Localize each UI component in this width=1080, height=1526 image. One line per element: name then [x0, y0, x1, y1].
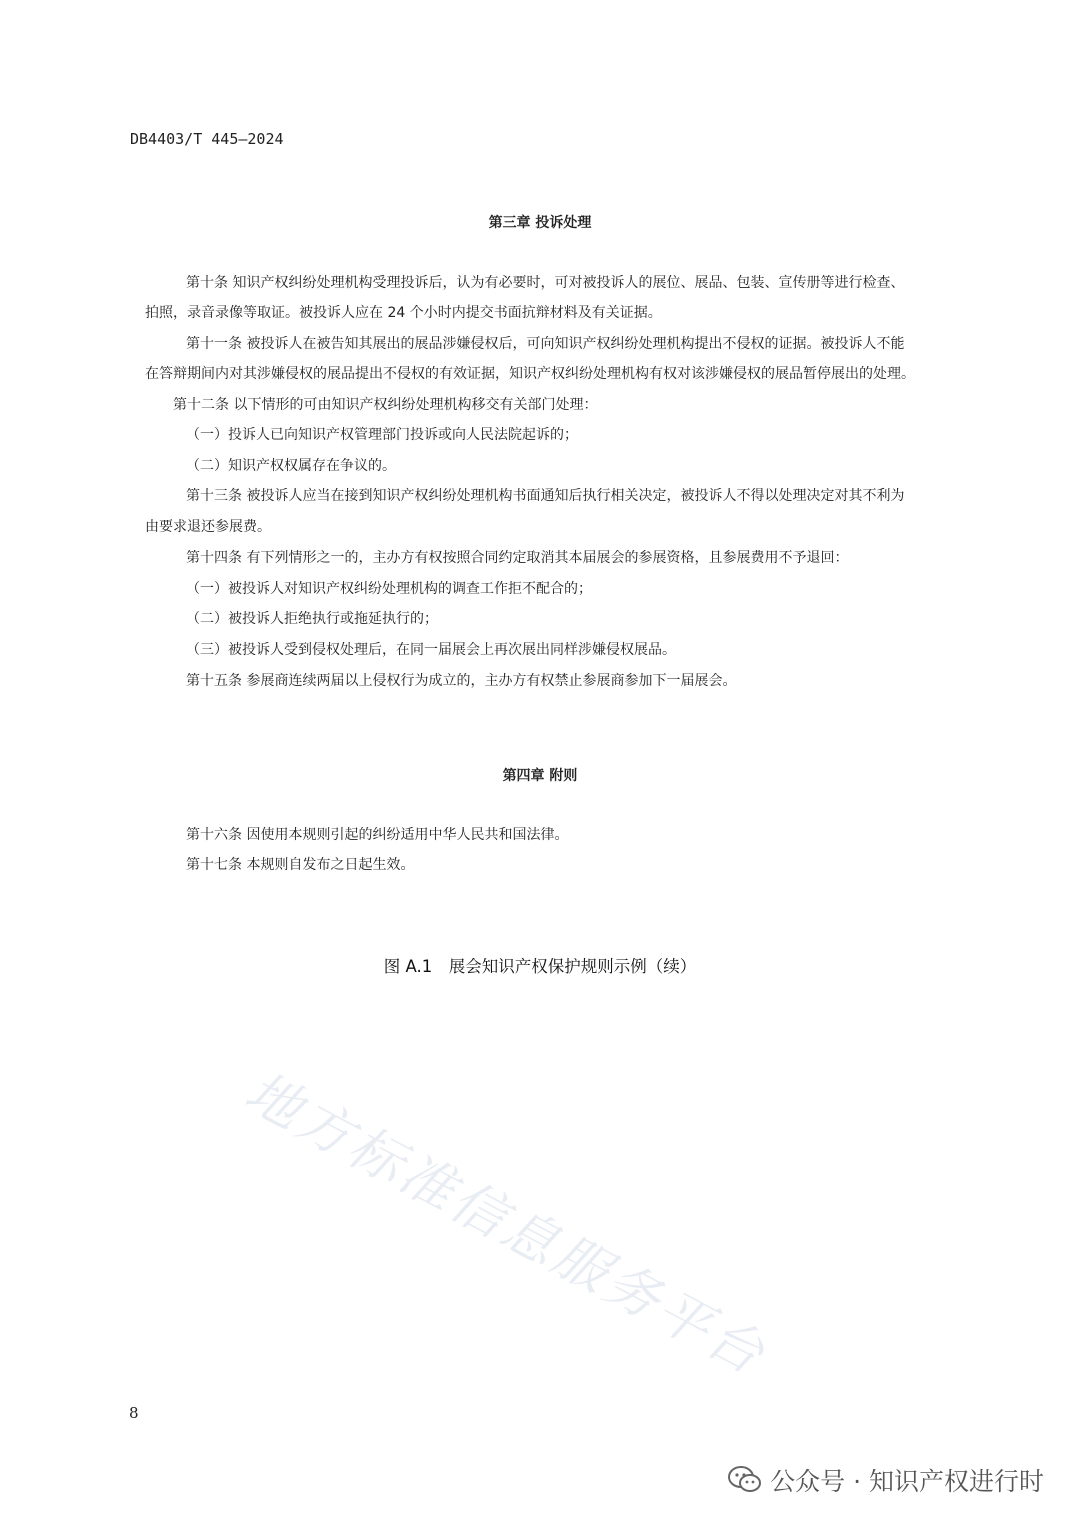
article-12: 第十二条 以下情形的可由知识产权纠纷处理机构移交有关部门处理： — [173, 397, 598, 413]
article-10-line-2: 拍照，录音录像等取证。被投诉人应在 24 个小时内提交书面抗辩材料及有关证据。 — [145, 305, 662, 321]
article-12-item-1: （一）投诉人已向知识产权管理部门投诉或向人民法院起诉的； — [186, 427, 578, 443]
article-10-line-1: 第十条 知识产权纠纷处理机构受理投诉后，认为有必要时，可对被投诉人的展位、展品、包装、宣传册等进行检查、 — [186, 275, 905, 291]
article-11-line-1: 第十一条 被投诉人在被告知其展出的展品涉嫌侵权后，可向知识产权纠纷处理机构提出不侵权的证据。被投诉人不能 — [186, 336, 905, 352]
article-14-item-3: （三）被投诉人受到侵权处理后，在同一届展会上再次展出同样涉嫌侵权展品。 — [186, 642, 676, 658]
article-16: 第十六条 因使用本规则引起的纠纷适用中华人民共和国法律。 — [186, 827, 569, 843]
wechat-account-label — [728, 1462, 1044, 1498]
article-17: 第十七条 本规则自发布之日起生效。 — [186, 857, 415, 873]
article-14-item-1: （一）被投诉人对知识产权纠纷处理机构的调查工作拒不配合的； — [186, 581, 592, 597]
wechat-account-name: 公众号 · 知识产权进行时 — [770, 1467, 1044, 1496]
page-number: 8 — [129, 1404, 139, 1422]
article-13-line-1: 第十三条 被投诉人应当在接到知识产权纠纷处理机构书面通知后执行相关决定，被投诉人不得以处理决定对其不利为 — [186, 488, 905, 504]
chapter-4-title: 第四章 附则 — [502, 768, 578, 784]
article-13-line-2: 由要求退还参展费。 — [145, 519, 271, 535]
figure-caption: 图 A.1 展会知识产权保护规则示例（续） — [383, 957, 697, 976]
article-14: 第十四条 有下列情形之一的，主办方有权按照合同约定取消其本届展会的参展资格，且参展费用不予退回： — [186, 550, 849, 566]
wechat-icon — [728, 1465, 762, 1495]
article-14-item-2: （二）被投诉人拒绝执行或拖延执行的； — [186, 611, 438, 627]
article-15: 第十五条 参展商连续两届以上侵权行为成立的，主办方有权禁止参展商参加下一届展会。 — [186, 673, 737, 689]
watermark: 地方标准信息服务平台 — [235, 1059, 777, 1388]
article-12-item-2: （二）知识产权权属存在争议的。 — [186, 458, 396, 474]
document-code: DB4403/T 445—2024 — [130, 130, 284, 148]
article-11-line-2: 在答辩期间内对其涉嫌侵权的展品提出不侵权的有效证据，知识产权纠纷处理机构有权对该涉嫌侵权的展品暂停展出的处理。 — [145, 366, 915, 382]
chapter-3-title: 第三章 投诉处理 — [488, 215, 592, 231]
